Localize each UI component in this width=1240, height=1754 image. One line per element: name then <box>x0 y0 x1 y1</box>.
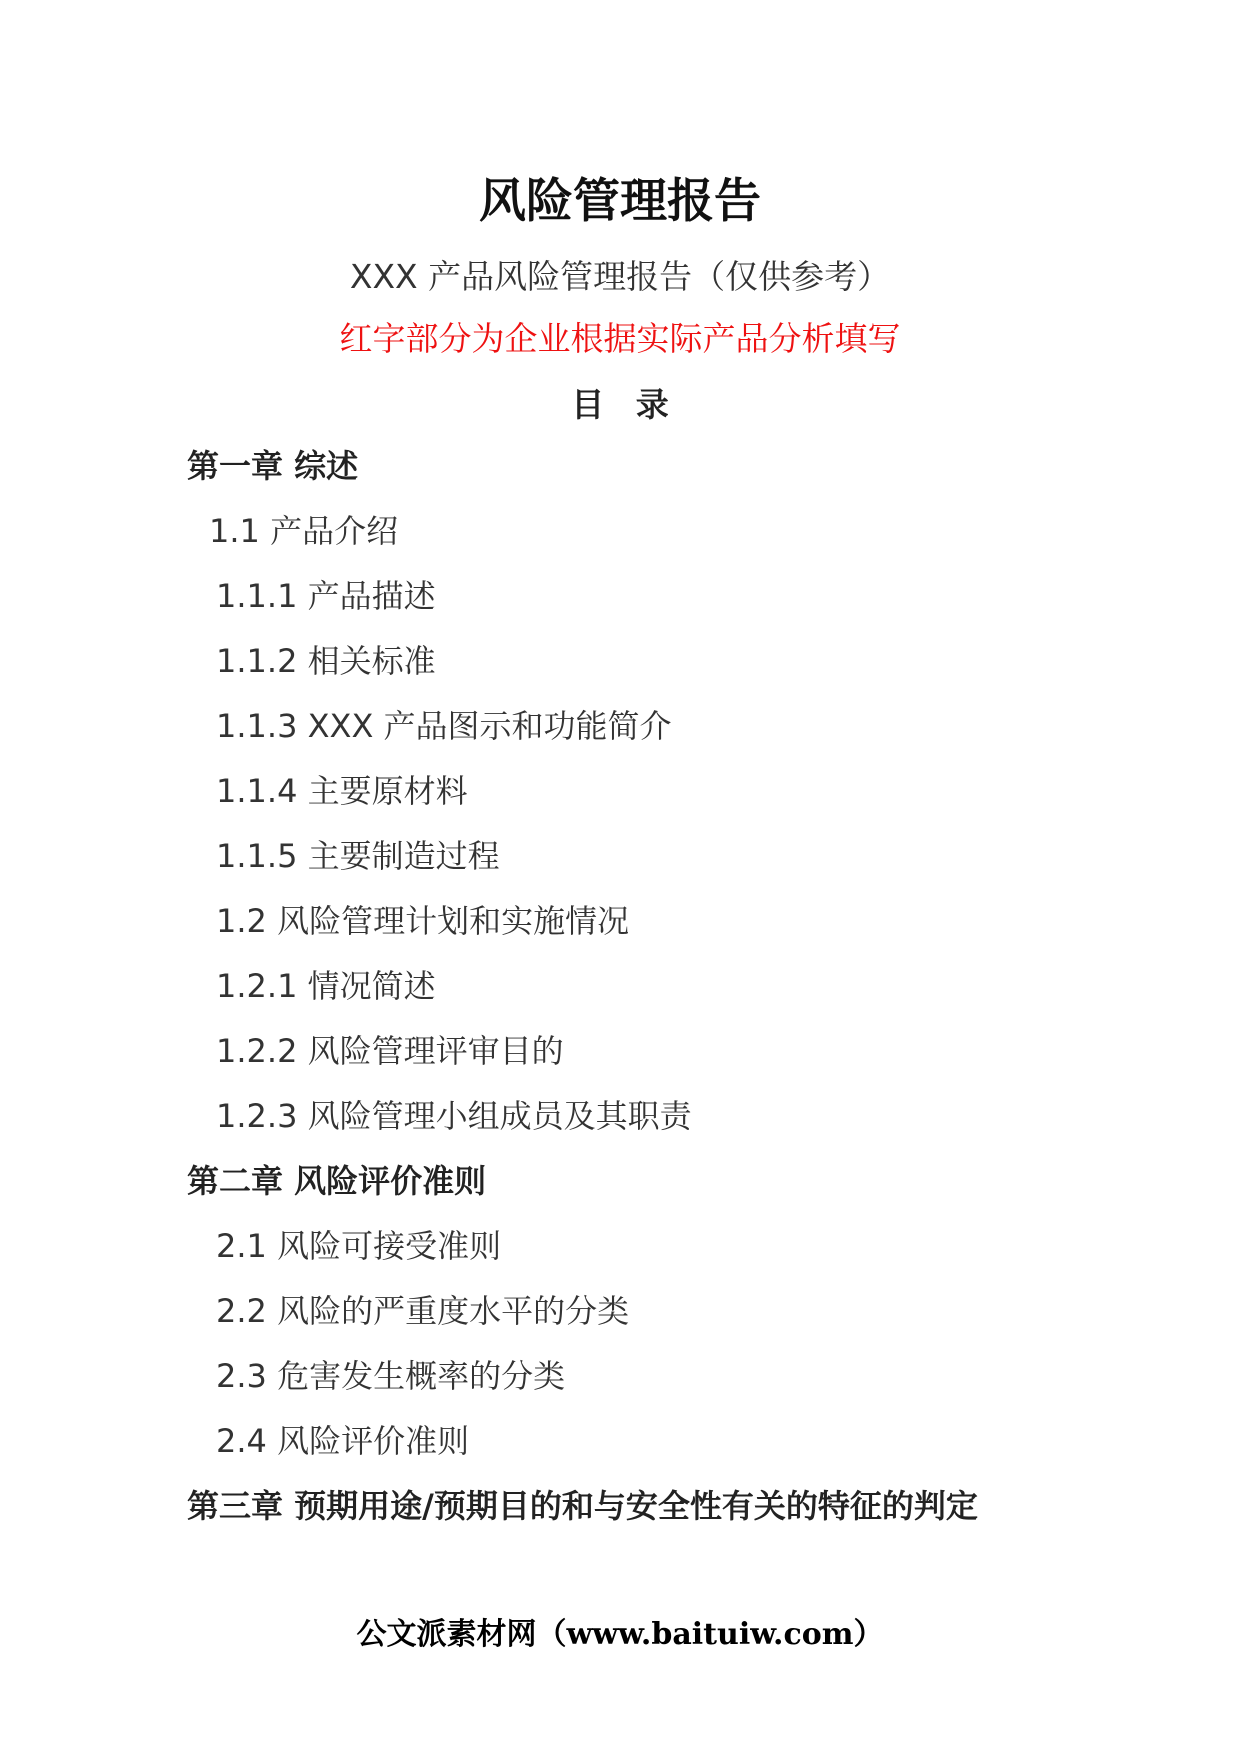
toc-section-1-1-5: 1.1.5 主要制造过程 <box>216 837 500 875</box>
toc-section-2-4: 2.4 风险评价准则 <box>216 1422 470 1460</box>
toc-section-1-1: 1.1 产品介绍 <box>209 512 399 550</box>
toc-section-1-1-2: 1.1.2 相关标准 <box>216 642 436 680</box>
red-instruction-note: 红字部分为企业根据实际产品分析填写 <box>339 319 901 358</box>
toc-section-2-3: 2.3 危害发生概率的分类 <box>216 1357 566 1395</box>
toc-section-1-2: 1.2 风险管理计划和实施情况 <box>216 902 630 940</box>
toc-section-1-1-4: 1.1.4 主要原材料 <box>216 772 468 810</box>
toc-section-1-2-2: 1.2.2 风险管理评审目的 <box>216 1032 564 1070</box>
toc-heading: 目 录 <box>571 385 679 424</box>
toc-chapter-2: 第二章 风险评价准则 <box>187 1162 487 1200</box>
document-title: 风险管理报告 <box>479 174 761 229</box>
document-subtitle: XXX 产品风险管理报告（仅供参考） <box>349 257 891 296</box>
toc-section-2-1: 2.1 风险可接受准则 <box>216 1227 502 1265</box>
toc-section-1-1-1: 1.1.1 产品描述 <box>216 577 436 615</box>
toc-section-1-2-3: 1.2.3 风险管理小组成员及其职责 <box>216 1097 692 1135</box>
toc-section-1-1-3: 1.1.3 XXX 产品图示和功能简介 <box>216 707 672 745</box>
toc-section-2-2: 2.2 风险的严重度水平的分类 <box>216 1292 630 1330</box>
toc-chapter-3: 第三章 预期用途/预期目的和与安全性有关的特征的判定 <box>187 1487 978 1525</box>
footer-watermark: 公文派素材网（www.baituiw.com） <box>356 1617 884 1652</box>
toc-chapter-1: 第一章 综述 <box>187 447 359 485</box>
toc-section-1-2-1: 1.2.1 情况简述 <box>216 967 436 1005</box>
